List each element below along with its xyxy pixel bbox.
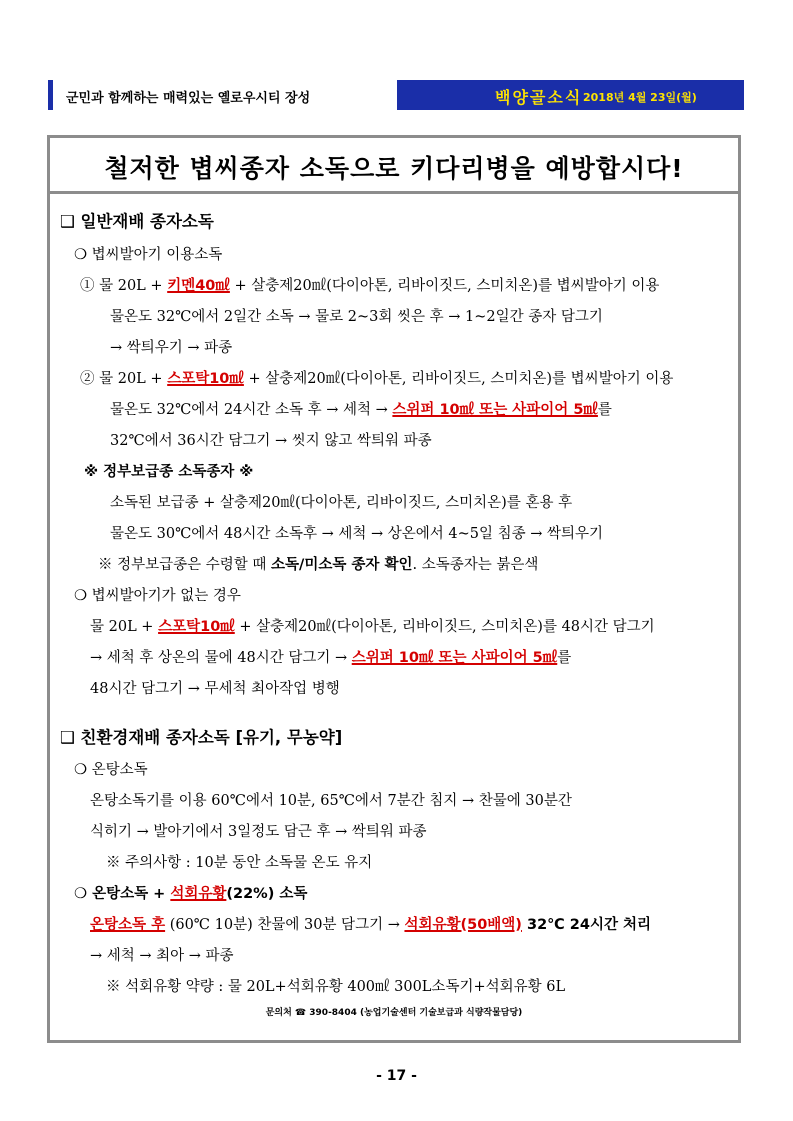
item2-line2: 물온도 32℃에서 24시간 소독 후 → 세척 → 스위퍼 10㎖ 또는 사파이어 5㎖를 [110, 402, 612, 418]
article-box [47, 135, 741, 1043]
hot-water-line2: 식히기 → 발아기에서 3일정도 담근 후 → 싹틔워 파종 [90, 824, 427, 840]
issue-date: 2018년 4월 23일(월) [583, 91, 697, 104]
circle-bullet-icon: ❍ [74, 762, 87, 778]
item2-line1: ② 물 20L + 스포탁10㎖ + 살충제20㎖(다이아톤, 리바이짓드, 스미치온)를 볍씨발아기 이용 [80, 371, 674, 387]
section1-sub2: ❍ 볍씨발아기가 없는 경우 [74, 588, 241, 604]
gov-seed-heading: ※ 정부보급종 소독종자 ※ [84, 464, 254, 480]
section1-heading: ❑ 일반재배 종자소독 [60, 212, 214, 231]
header-title-banner [397, 80, 744, 110]
circle-bullet-icon: ❍ [74, 247, 87, 263]
header-accent-bar [48, 80, 53, 110]
lime-sulfur-dosage: ※ 석회유황 약량 : 물 20L+석회유황 400㎖ 300L소독기+석회유황 6L [106, 979, 566, 995]
square-bullet-icon: ❑ [60, 728, 75, 747]
circle-bullet-icon: ❍ [74, 588, 87, 604]
newsletter-title: 백양골소식 [495, 88, 583, 107]
circle-bullet-icon: ❍ [74, 886, 87, 902]
item1-line1: ① 물 20L + 키멘40㎖ + 살충제20㎖(다이아톤, 리바이짓드, 스미치온)를 볍씨발아기 이용 [80, 278, 660, 294]
article-title: 철저한 볍씨종자 소독으로 키다리병을 예방합시다! [104, 154, 684, 183]
lime-sulfur-line1: 온탕소독 후 (60℃ 10분) 찬물에 30분 담그기 → 석회유황(50배액) 32℃ 24시간 처리 [90, 917, 652, 933]
gov-seed-line2: 물온도 30℃에서 48시간 소독후 → 세척 → 상온에서 4~5일 침종 → 싹틔우기 [110, 526, 604, 542]
section2-sub1: ❍ 온탕소독 [74, 762, 148, 778]
square-bullet-icon: ❑ [60, 212, 75, 231]
item1-line2: 물온도 32℃에서 2일간 소독 → 물로 2~3회 씻은 후 → 1~2일간 종자 담그기 [110, 309, 603, 325]
section2-sub2: ❍ 온탕소독 + 석회유황(22%) 소독 [74, 886, 308, 902]
section2-heading: ❑ 친환경재배 종자소독 [유기, 무농약] [60, 728, 343, 747]
gov-seed-line1: 소독된 보급종 + 살충제20㎖(다이아톤, 리바이짓드, 스미치온)를 혼용 후 [110, 495, 573, 511]
no-germinator-line3: 48시간 담그기 → 무세척 최아작업 병행 [90, 681, 340, 697]
page-header [48, 80, 744, 110]
hot-water-line1: 온탕소독기를 이용 60℃에서 10분, 65℃에서 7분간 침지 → 찬물에 30분간 [90, 793, 572, 809]
section1-sub1: ❍ 볍씨발아기 이용소독 [74, 247, 223, 263]
title-row [50, 138, 738, 194]
no-germinator-line1: 물 20L + 스포탁10㎖ + 살충제20㎖(다이아톤, 리바이짓드, 스미치온)를 48시간 담그기 [90, 619, 655, 635]
item2-line3: 32℃에서 36시간 담그기 → 씻지 않고 싹틔워 파종 [110, 433, 432, 449]
page-number: - 17 - [376, 1068, 417, 1084]
no-germinator-line2: → 세척 후 상온의 물에 48시간 담그기 → 스위퍼 10㎖ 또는 사파이어 5㎖를 [90, 650, 572, 666]
header-slogan: 군민과 함께하는 매력있는 옐로우시티 장성 [66, 91, 311, 106]
contact-info: 문의처 ☎ 390-8404 (농업기술센터 기술보급과 식량작물담당) [265, 1008, 523, 1018]
lime-sulfur-line2: → 세척 → 최아 → 파종 [90, 948, 234, 964]
gov-seed-note: ※ 정부보급종은 수령할 때 소독/미소독 종자 확인. 소독종자는 붉은색 [98, 557, 539, 573]
item1-line3: → 싹틔우기 → 파종 [110, 340, 233, 356]
hot-water-note: ※ 주의사항 : 10분 동안 소독물 온도 유지 [106, 855, 373, 871]
